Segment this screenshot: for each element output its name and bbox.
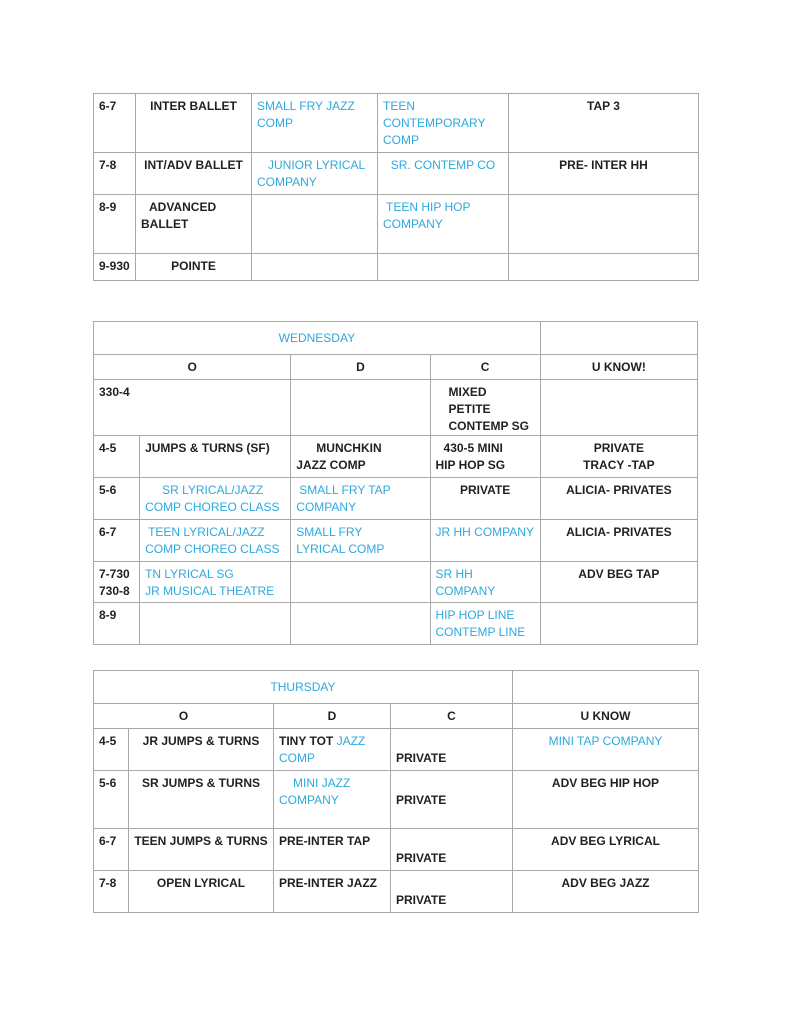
tracy-tap-label: TRACY -TAP [583,458,655,472]
time-cell: 8-9 [99,608,117,622]
table-row [94,871,699,913]
class-cell: JR HH COMPANY [435,525,534,539]
time-cell: 6-7 [99,525,117,539]
class-cell: TINY TOT [279,734,334,748]
class-cell: OPEN LYRICAL [156,876,246,890]
table-row [94,195,699,254]
thursday-schedule-table [93,670,699,913]
class-cell: ADV BEG LYRICAL [551,834,660,848]
table-row [94,380,698,436]
class-cell: JAZZ COMP [279,734,366,765]
private-label: PRIVATE [593,441,644,455]
class-cell: ADV BEG HIP HOP [551,776,660,790]
time-cell: 7-8 [99,876,117,890]
class-cell: SR. CONTEMP CO [390,158,496,172]
table-row [94,254,699,281]
time-cell: 8-9 [99,200,117,214]
class-cell: ADVANCED BALLET [141,200,217,231]
class-cell: SMALL FRY LYRICAL COMP [296,525,385,556]
time-cell: 9-930 [99,259,130,273]
column-header-c: C [391,704,513,729]
table-header-row [94,671,699,704]
time-cell: 5-6 [99,776,117,790]
class-cell: JR MUSICAL THEATRE [145,584,275,598]
column-header-o: O [94,355,291,380]
class-cell: SR LYRICAL/JAZZ COMP CHOREO CLASS [145,483,280,514]
class-cell: CONTEMP LINE [435,625,526,639]
tuesday-schedule-table [93,93,699,281]
wednesday-schedule-table [93,321,698,645]
time-cell: 6-7 [99,834,117,848]
class-cell: 430-5 MINI HIP HOP SG [435,441,506,472]
class-cell: SMALL FRY TAP COMPANY [296,483,391,514]
class-cell [252,254,377,258]
column-header-o: O [94,704,274,729]
table-row [94,153,699,195]
column-header-d: D [291,355,430,380]
class-cell: MIXED PETITE CONTEMP SG [448,385,529,433]
class-cell: TN LYRICAL SG [145,567,234,581]
class-cell: ADV BEG JAZZ [561,876,650,890]
class-cell: ALICIA- PRIVATES [566,483,672,497]
day-title: WEDNESDAY [94,322,541,355]
column-header-row [94,704,699,729]
class-cell: SR JUMPS & TURNS [141,776,260,790]
class-cell: PRE-INTER JAZZ [279,876,378,890]
class-cell: TEEN LYRICAL/JAZZ COMP CHOREO CLASS [145,525,280,556]
table-row [94,603,698,645]
class-cell: JUMPS & TURNS (SF) [145,441,270,455]
class-cell: PRIVATE [396,893,447,907]
time-cell: 7-730 [99,567,130,581]
table-row [94,478,698,520]
time-cell: 730-8 [99,584,130,598]
class-cell [509,195,698,199]
class-cell: PRIVATE [396,793,447,807]
class-cell: POINTE [171,259,216,273]
time-cell: 6-7 [99,99,117,113]
class-cell: TEEN CONTEMPORARY COMP [383,99,486,147]
class-cell: PRIVATE [459,483,511,497]
class-cell: MINI TAP COMPANY [548,734,663,748]
time-cell: 4-5 [99,734,117,748]
class-cell: PRIVATE [396,851,447,865]
class-cell [252,195,377,199]
table-row [94,94,699,153]
time-cell: 330-4 [99,385,130,399]
time-cell: 4-5 [99,441,117,455]
class-cell: ADV BEG TAP [578,567,660,581]
class-cell: HIP HOP LINE [435,608,515,622]
class-cell: MUNCHKIN JAZZ COMP [296,441,382,472]
column-header-d: D [274,704,391,729]
class-cell: JR JUMPS & TURNS [142,734,260,748]
class-cell: TEEN JUMPS & TURNS [134,834,268,848]
table-row [94,729,699,771]
table-row [94,771,699,829]
table-row [94,562,698,603]
class-cell: INT/ADV BALLET [144,158,243,172]
column-header-u: U KNOW [513,704,699,729]
class-cell: SR HH COMPANY [435,567,496,598]
class-cell: PRIVATE [396,751,447,765]
time-cell: 7-8 [99,158,117,172]
column-header-c: C [430,355,540,380]
class-cell [509,254,698,258]
table-row [94,520,698,562]
column-header-u: U KNOW! [540,355,697,380]
column-header-row [94,355,698,380]
class-cell: JUNIOR LYRICAL COMPANY [257,158,365,189]
class-cell: TEEN HIP HOP COMPANY [383,200,471,231]
table-row [94,829,699,871]
class-cell: ALICIA- PRIVATES [566,525,672,539]
class-cell: PRE- INTER HH [559,158,648,172]
class-cell: MINI JAZZ COMPANY [279,776,351,807]
class-cell [378,254,508,258]
day-title: THURSDAY [94,671,513,704]
class-cell: SMALL FRY JAZZ COMP [257,99,355,130]
time-cell: 5-6 [99,483,117,497]
class-cell: INTER BALLET [150,99,237,113]
class-cell: PRE-INTER TAP [279,834,371,848]
class-cell: TAP 3 [587,99,620,113]
table-row [94,436,698,478]
table-header-row [94,322,698,355]
